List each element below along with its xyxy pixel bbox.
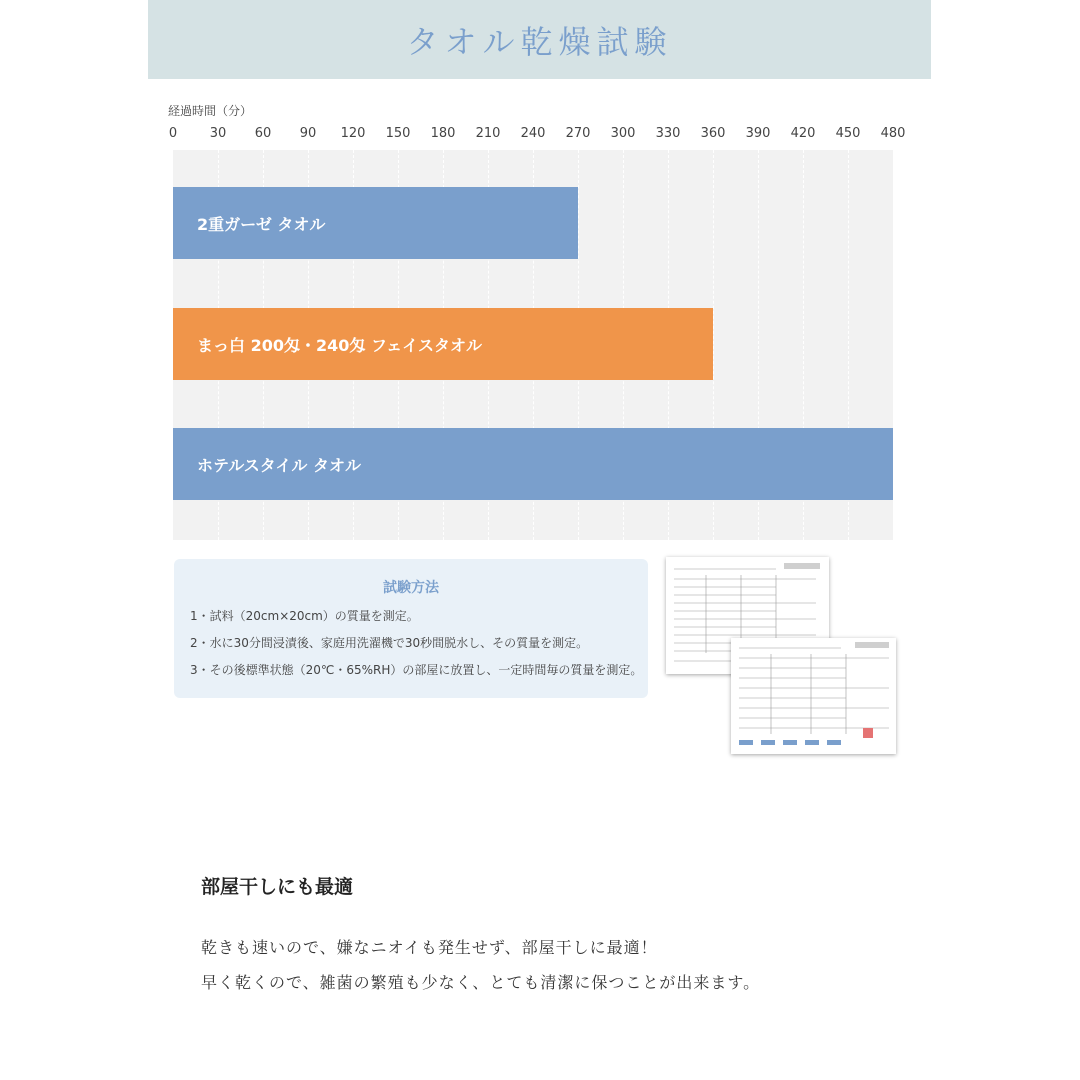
grid-line: [893, 150, 894, 540]
chart-plot-area: [173, 150, 893, 540]
x-tick-label: 120: [340, 126, 366, 141]
x-tick-label: 270: [565, 126, 591, 141]
x-tick-label: 180: [430, 126, 456, 141]
bar: [173, 187, 578, 259]
bar: [173, 308, 713, 380]
page-title: タオル乾燥試験: [406, 22, 673, 61]
test-method-step: 1・試料（20cm×20cm）の質量を測定。: [190, 609, 419, 623]
test-method-title: 試験方法: [383, 580, 439, 596]
x-tick-label: 420: [790, 126, 816, 141]
bar-label: まっ白 200匁・240匁 フェイスタオル: [197, 335, 482, 355]
x-tick-label: 150: [385, 126, 411, 141]
x-tick-label: 330: [655, 126, 681, 141]
x-tick-label: 30: [209, 126, 227, 141]
section-heading: 部屋干しにも最適: [201, 876, 354, 898]
test-method-step: 2・水に30分間浸漬後、家庭用洗濯機で30秒間脱水し、その質量を測定。: [190, 636, 589, 650]
x-tick-label: 0: [168, 126, 178, 141]
test-report-graphic: [731, 638, 896, 754]
x-tick-label: 390: [745, 126, 771, 141]
x-tick-label: 210: [475, 126, 501, 141]
x-tick-label: 480: [880, 126, 906, 141]
bar: [173, 428, 893, 500]
test-method-step: 3・その後標準状態（20℃・65%RH）の部屋に放置し、一定時間毎の質量を測定。: [190, 663, 643, 677]
header-banner: [148, 0, 931, 79]
x-tick-label: 300: [610, 126, 636, 141]
x-axis-label: 経過時間（分）: [168, 104, 253, 118]
test-report-image-2: [731, 638, 896, 754]
test-method-box: [174, 559, 648, 698]
x-tick-label: 60: [254, 126, 272, 141]
x-tick-label: 360: [700, 126, 726, 141]
body-text-line: 乾きも速いので、嫌なニオイも発生せず、部屋干しに最適！: [201, 938, 658, 957]
x-tick-label: 240: [520, 126, 546, 141]
body-text-line: 早く乾くので、雑菌の繁殖も少なく、とても清潔に保つことが出来ます。: [201, 973, 761, 992]
bar-label: 2重ガーゼ タオル: [197, 214, 326, 234]
bar-label: ホテルスタイル タオル: [197, 455, 361, 475]
x-tick-label: 90: [299, 126, 317, 141]
x-tick-label: 450: [835, 126, 861, 141]
